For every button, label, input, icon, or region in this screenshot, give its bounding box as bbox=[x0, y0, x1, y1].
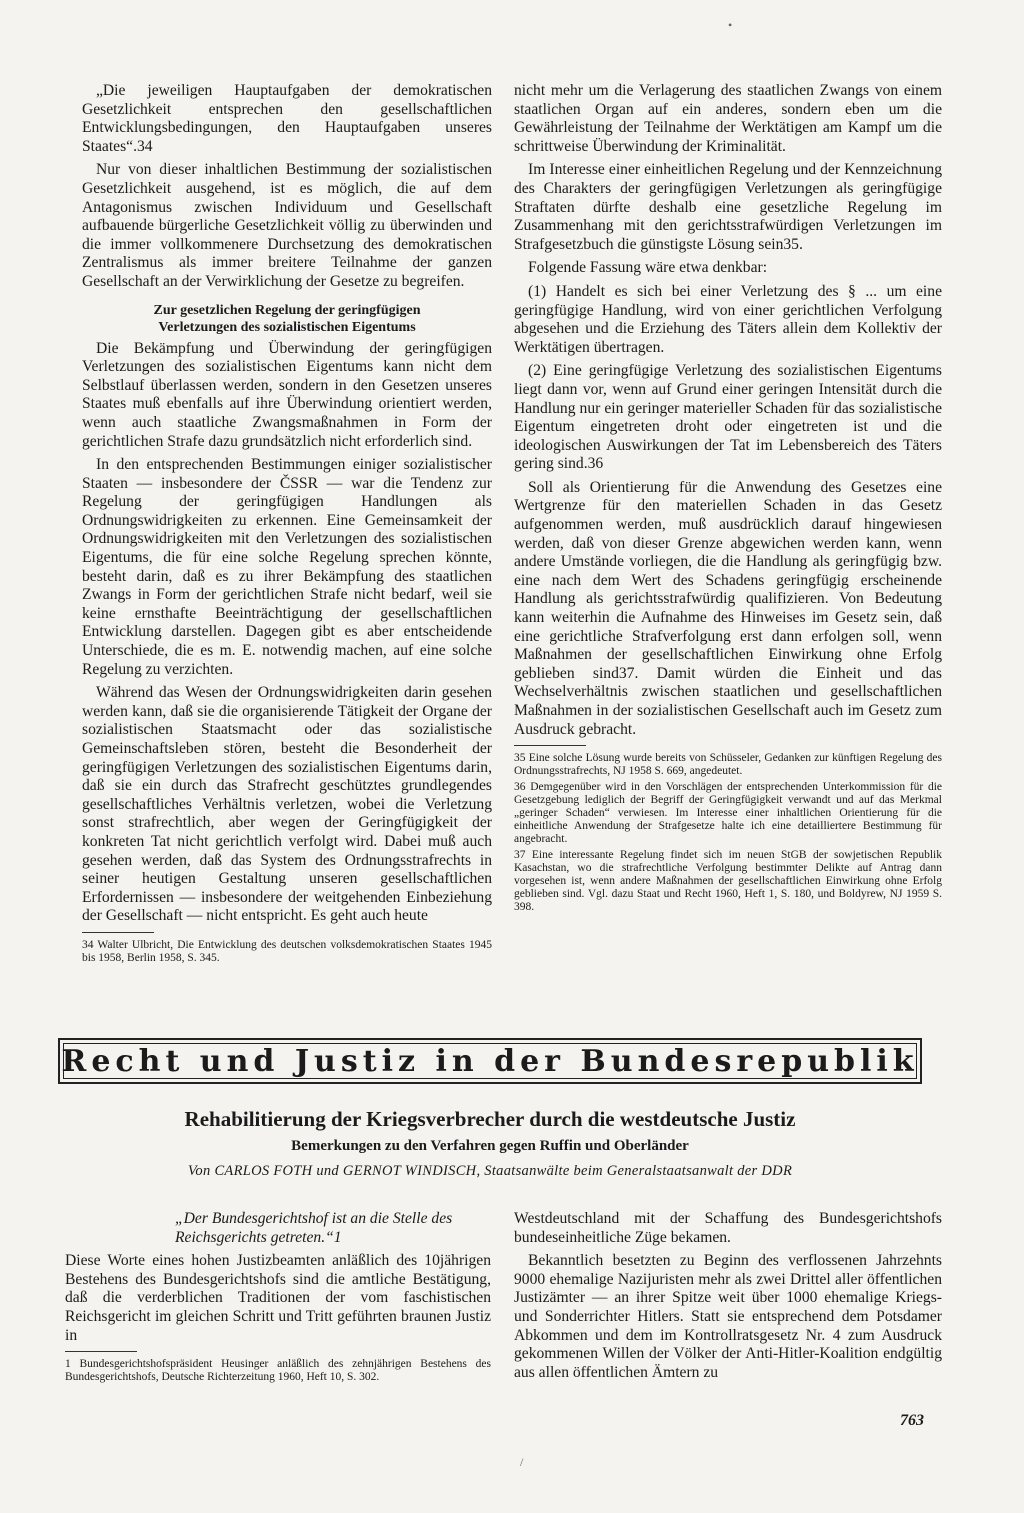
paragraph: „Die jeweiligen Hauptaufgaben der demokratischen Gesetzlichkeit entsprechen den gesellschaftlichen Entwicklungsbedingungen, den Hauptaufgaben unseres Staates“.34 bbox=[82, 82, 492, 155]
paragraph: nicht mehr um die Verlagerung des staatlichen Zwangs von einem staatlichen Organ auf ein anderes, sondern eben um die Gewährleistung der Teilnahme der Werktätigen am Kampf um die schrittweise Überwindung der Kriminalität. bbox=[514, 82, 942, 155]
paragraph: Westdeutschland mit der Schaffung des Bundesgerichtshofs bundeseinheitliche Züge bekamen. bbox=[514, 1210, 942, 1246]
paragraph: Bekanntlich besetzten zu Beginn des verflossenen Jahrzehnts 9000 ehemalige Nazijuristen mehr als zwei Drittel aller öffentlichen Justizämter — an ihrer Spitze weit über 1000 ehemalige Kriegs- und Sonderrichter Hitlers. Statt sie entsprechend dem Potsdamer Abkommen und dem im Kontrollratsgesetz Nr. 4 zum Ausdruck gekommenen Willen der Völker der Anti-Hitler-Koalition endgültig aus allen öffentlichen Ämtern zu bbox=[514, 1252, 942, 1381]
footnote-rule bbox=[82, 932, 154, 933]
paragraph: Nur von dieser inhaltlichen Bestimmung der sozialistischen Gesetzlichkeit ausgehend, ist es möglich, die auf dem Antagonismus zwischen Individuum und Gesellschaft aufbauende bürgerliche Gesetzlichkeit völlig zu überwinden und die immer vollkommenere Durchsetzung des demokratischen Zentralismus als immer breitere Teilnahme der ganzen Gesellschaft an der Verwirklichung der Gesetze zu begreifen. bbox=[82, 161, 492, 290]
scan-mark: • bbox=[728, 18, 733, 32]
footnote-rule bbox=[65, 1351, 137, 1352]
paragraph: Die Bekämpfung und Überwindung der geringfügigen Verletzungen des sozialistischen Eigentums kann nicht dem Selbstlauf überlassen werden, sondern in den Gesetzen unseres Staates muß ebenfalls auf ihre Überwindung orientiert werden, wenn auch staatliche Zwangsmaßnahmen in Form der gerichtlichen Strafe dazu grundsätzlich nicht erforderlich sind. bbox=[82, 339, 492, 450]
paragraph: Während das Wesen der Ordnungswidrigkeiten darin gesehen werden kann, daß sie die organisierende Tätigkeit der Organe der sozialistischen Staatsmacht oder das sozialistische Gemeinschaftsleben stören, besteht die Besonderheit der geringfügigen Verletzungen des sozialistischen Eigentums darin, daß sie ein durch das Strafrecht geschütztes grundlegendes gesellschaftliches Verhältnis verletzen, wobei die Verletzung sonst strafrechtlich, aber wegen der Geringfügigkeit der konkreten Tat nicht gerichtlich verfolgt wird. Dabei muß auch gesehen werden, daß das System des Ordnungsstrafrechts in seiner heutigen Gestaltung unseren gesellschaftlichen Erfordernissen — insbesondere der weitgehenden Einbeziehung der Gesellschaft — nicht entspricht. Es geht auch heute bbox=[82, 684, 492, 925]
paragraph: (1) Handelt es sich bei einer Verletzung des § ... um eine geringfügige Handlung, wird von einer gerichtlichen Verfolgung abgesehen und die Erziehung des Täters allein dem Kollektiv der Werktätigen übertragen. bbox=[514, 282, 942, 356]
article-byline: Von CARLOS FOTH und GERNOT WINDISCH, Staatsanwälte beim Generalstaatsanwalt der DDR bbox=[187, 1163, 793, 1179]
paragraph: Soll als Orientierung für die Anwendung des Gesetzes eine Wertgrenze für den materiellen Schaden in das Gesetz aufgenommen werden, muß ausdrücklich darauf hingewiesen werden, daß von dieser Grenze abgewichen werden kann, wenn andere Umstände vorliegen, die die Handlung als geringfügig bzw. eine nach dem Wert des Schadens geringfügig erscheinende Handlung als gerichtsstrafwürdig qualifizieren. Von Bedeutung kann weiterhin die Aufnahme des Hinweises im Gesetz sein, daß eine gerichtliche Strafverfolgung erst dann erfolgen soll, wenn Maßnahmen der gesellschaftlichen Einwirkung ohne Erfolg geblieben sind37. Damit würden die Einheit und das Wechselverhältnis zwischen staatlichen und gesellschaftlichen Maßnahmen in der sozialistischen Gesellschaft auch im Gesetz zum Ausdruck gebracht. bbox=[514, 478, 942, 738]
footnote: 34 Walter Ulbricht, Die Entwicklung des deutschen volksdemokratischen Staates 1945 bis 1958, Berlin 1958, S. 345. bbox=[82, 938, 492, 964]
paragraph: (2) Eine geringfügige Verletzung des sozialistischen Eigentums liegt dann vor, wenn auf Grund einer geringen Intensität durch die Handlung nur ein geringer materieller Schaden für das sozialistische Eigentum eingetreten droht oder eingetreten ist und die ideologischen Auswirkungen der Tat im Lebensbereich des Täters gering sind.36 bbox=[514, 362, 942, 473]
section-heading bbox=[82, 302, 492, 336]
article-left-column bbox=[65, 1210, 491, 1387]
footnote: 35 Eine solche Lösung wurde bereits von Schüsseler, Gedanken zur künftigen Regelung des Ordnungsstrafrechts, NJ 1958 S. 669, angedeutet. bbox=[514, 752, 942, 778]
article-title: Rehabilitierung der Kriegsverbrecher durch die westdeutsche Justiz bbox=[184, 1107, 796, 1131]
footnote: 37 Eine interessante Regelung findet sich im neuen StGB der sowjetischen Republik Kasachstan, wo die strafrechtliche Verfolgung bestimmter Delikte auf Antrag dann vorgesehen ist, wenn andere Maßnahmen der gesellschaftlichen Einwirkung ohne Erfolg geblieben sind. Vgl. dazu Staat und Recht 1960, Heft 1, S. 180, und Boldyrew, NJ 1959 S. 398. bbox=[514, 849, 942, 914]
epigraph: „Der Bundesgerichtshof ist an die Stelle des Reichsgerichts getreten.“1 bbox=[175, 1210, 453, 1246]
article-right-column bbox=[514, 1210, 942, 1387]
section-heading-line: Zur gesetzlichen Regelung der geringfügigen bbox=[153, 302, 421, 318]
page-number: 763 bbox=[900, 1412, 924, 1429]
paragraph: Im Interesse einer einheitlichen Regelung und der Kennzeichnung des Charakters der geringfügigen Verletzungen als geringfügige Straftaten dürfte deshalb eine gesetzliche Regelung im Zusammenhang mit den gerichtsstrafwürdigen Verletzungen im Strafgesetzbuch die günstigste Lösung sein35. bbox=[514, 161, 942, 253]
paragraph: In den entsprechenden Bestimmungen einiger sozialistischer Staaten — insbesondere der ČSSR — war die Tendenz zur Regelung der geringfügigen Handlungen als Ordnungswidrigkeiten zu erkennen. Eine Gemeinsamkeit der Ordnungswidrigkeiten mit den Verletzungen des sozialistischen Eigentums, die für eine solche Regelung sprechen könnte, besteht darin, daß es zu ihrer Bekämpfung des staatlichen Zwangs in Form der gerichtlichen Strafe nicht bedarf, weil sie keine ernsthafte Beeinträchtigung der gesellschaftlichen Entwicklung darstellen. Dagegen gibt es aber entscheidende Unterschiede, die es m. E. notwendig machen, auf eine solche Regelung zu verzichten. bbox=[82, 456, 492, 678]
section-heading-line: Verletzungen des sozialistischen Eigentums bbox=[158, 319, 416, 335]
scan-mark: / bbox=[520, 1455, 524, 1469]
footnote-rule bbox=[514, 745, 586, 746]
footnote: 1 Bundesgerichtshofspräsident Heusinger anläßlich des zehnjährigen Bestehens des Bundesgerichtshofs, Deutsche Richterzeitung 1960, Heft 10, S. 302. bbox=[65, 1358, 491, 1384]
section-banner bbox=[58, 1038, 922, 1084]
right-column bbox=[514, 82, 942, 917]
paragraph: Folgende Fassung wäre etwa denkbar: bbox=[528, 259, 768, 277]
paragraph: Diese Worte eines hohen Justizbeamten anläßlich des 10jährigen Bestehens des Bundesgerichtshofs sind die amtliche Bestätigung, daß die verderblichen Traditionen der vom faschistischen Reichsgericht im gleichen Schritt und Tritt geführten braunen Justiz in bbox=[65, 1252, 491, 1344]
left-column bbox=[82, 82, 492, 968]
section-banner-title: Recht und Justiz in der Bundesrepublik bbox=[61, 1043, 919, 1079]
article-subtitle: Bemerkungen zu den Verfahren gegen Ruffin und Oberländer bbox=[291, 1138, 689, 1154]
footnote: 36 Demgegenüber wird in den Vorschlägen der entsprechenden Unterkommission für die Gesetzgebung lediglich der Begriff der Geringfügigkeit verwandt und auf das Merkmal „geringer Schaden“ verwiesen. Im Interesse einer inhaltlichen Orientierung für die einheitliche Anwendung der Strafgesetze halte ich eine detailliertere Bestimmung für angebracht. bbox=[514, 781, 942, 846]
